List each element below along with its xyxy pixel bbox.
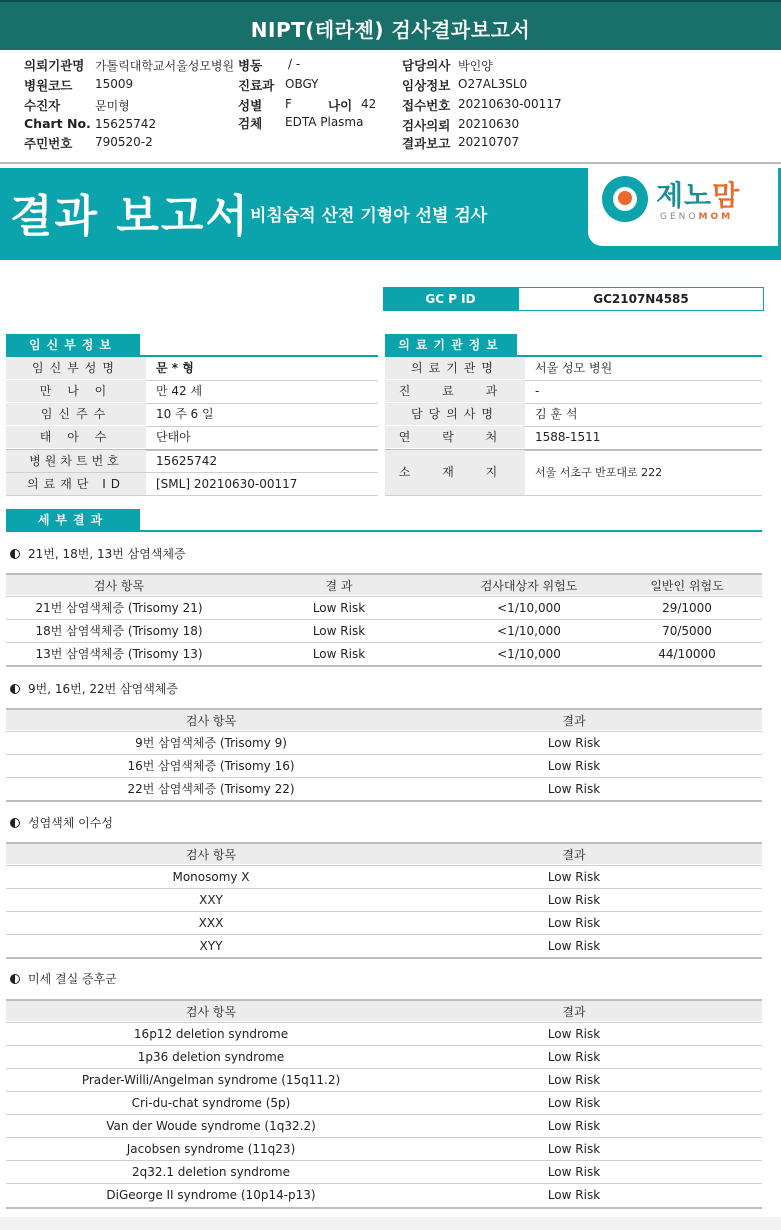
table-cell: Prader-Willi/Angelman syndrome (15q11.2) (81, 1073, 341, 1087)
logo-eng-a: GENO (660, 212, 699, 222)
header-info (0, 54, 781, 162)
table-cell: 9번 삼염색체증 (Trisomy 9) (135, 736, 287, 750)
patient-row (6, 380, 378, 402)
header-value: 15009 (95, 77, 134, 91)
table-cell: Van der Woude syndrome (1q32.2) (106, 1119, 316, 1133)
sex-chromosome-table (6, 842, 762, 960)
microdeletion-table (6, 999, 762, 1211)
table-header (6, 708, 762, 730)
patient-label: 병원차트번호 (6, 450, 146, 472)
table-cell: 29/1000 (662, 601, 712, 615)
patient-value: [SML] 20210630-00117 (156, 477, 298, 491)
half-circle-icon (10, 549, 20, 559)
column-header: 일반인 위험도 (650, 579, 724, 593)
trisomy-other-table (6, 708, 762, 804)
table-header (6, 842, 762, 864)
table-bottom-rule (6, 800, 762, 802)
table-cell: Low Risk (547, 939, 601, 953)
patient-value: 10 주 6 일 (156, 407, 214, 421)
logo-name (656, 174, 740, 214)
column-header: 결과 (562, 848, 586, 862)
patient-row (6, 357, 378, 379)
patient-info-tab: 임신부정보 (6, 334, 140, 356)
hospital-value: - (535, 384, 540, 398)
header-label: 검체 (238, 116, 263, 131)
column-header: 결 과 (325, 579, 353, 593)
table-cell: Monosomy X (172, 870, 250, 884)
table-cell: 18번 삼염색체증 (Trisomy 18) (35, 624, 203, 638)
header-label: 수진자 (24, 98, 61, 113)
table-cell: <1/10,000 (497, 647, 561, 661)
hospital-label: 소 재 지 (385, 450, 525, 495)
column-header: 검사 항목 (185, 848, 237, 862)
details-tab: 세부결과 (6, 509, 140, 531)
section-title (10, 680, 178, 697)
hospital-row (385, 426, 762, 448)
patient-row (6, 450, 378, 472)
table-cell: Low Risk (547, 736, 601, 750)
section-title-text: 성염색체 이수성 (28, 816, 113, 830)
table-bottom-rule (6, 665, 762, 667)
trisomy-main-table (6, 573, 762, 669)
banner-subtitle: 비침습적 산전 기형아 선별 검사 (250, 206, 488, 226)
header-label: 진료과 (238, 78, 275, 93)
hospital-value: 서울 서초구 반포대로 222 (535, 466, 663, 479)
hospital-label: 의료기관명 (385, 357, 525, 379)
row-divider (6, 495, 378, 496)
logo-dot (618, 191, 632, 205)
table-cell: 16번 삼염색체증 (Trisomy 16) (127, 759, 295, 773)
header-value: 20210630-00117 (458, 97, 562, 111)
header-label: 담당의사 (402, 58, 451, 73)
patient-row (6, 426, 378, 448)
section-title (10, 545, 186, 562)
header-label: 의뢰기관명 (24, 58, 85, 73)
table-cell: Low Risk (547, 1050, 601, 1064)
table-cell: Low Risk (547, 759, 601, 773)
hospital-label: 담당의사명 (385, 403, 525, 425)
section-title (10, 970, 117, 987)
section-title-text: 9번, 16번, 22번 삼염색체증 (28, 682, 178, 696)
patient-label: 의료재단 ID (6, 473, 146, 495)
table-cell: 16p12 deletion syndrome (133, 1027, 289, 1041)
patient-value: 15625742 (156, 454, 218, 468)
table-cell: Low Risk (312, 624, 366, 638)
header-label: 성별 (238, 98, 263, 113)
header-label: 검사의뢰 (402, 118, 451, 133)
table-cell: 1p36 deletion syndrome (137, 1050, 285, 1064)
gc-id-value: GC2107N4585 (518, 287, 764, 311)
row-divider (385, 495, 762, 496)
table-bottom-rule (6, 1207, 762, 1209)
hospital-row (385, 403, 762, 425)
column-header: 검사 항목 (185, 1005, 237, 1019)
patient-value: 단태아 (156, 430, 191, 444)
header-value: OBGY (285, 77, 319, 91)
patient-row (6, 473, 378, 495)
hospital-row (385, 380, 762, 402)
patient-label: 태 아 수 (6, 426, 146, 448)
table-cell: Low Risk (547, 1142, 601, 1156)
patient-label: 임신부성명 (6, 357, 146, 379)
hospital-info-tab: 의료기관정보 (385, 334, 517, 356)
table-cell: <1/10,000 (497, 624, 561, 638)
table-cell: XXX (198, 916, 224, 930)
hospital-row (385, 450, 762, 495)
header-label: 주민번호 (24, 136, 73, 151)
table-cell: <1/10,000 (497, 601, 561, 615)
half-circle-icon (10, 974, 20, 984)
section-title-text: 미세 결실 증후군 (28, 972, 117, 986)
patient-label: 만 나 이 (6, 380, 146, 402)
logo-name-b: 맘 (712, 179, 741, 212)
logo-eng-b: MOM (698, 212, 734, 222)
logo-english (660, 212, 733, 222)
column-header: 검사 항목 (93, 579, 145, 593)
header-label: 병동 (238, 58, 263, 73)
table-cell: 70/5000 (662, 624, 712, 638)
table-cell: XXY (199, 893, 223, 907)
table-cell: XYY (199, 939, 223, 953)
table-cell: DiGeorge II syndrome (10p14-p13) (106, 1188, 316, 1202)
banner-title: 결과 보고서 (10, 191, 250, 242)
header-value: 가톨릭대학교서울성모병원 (95, 59, 235, 73)
column-header: 결과 (562, 1005, 586, 1019)
table-cell: 22번 삼염색체증 (Trisomy 22) (127, 782, 295, 796)
header-value: F (285, 97, 292, 111)
header-value: O27AL3SL0 (458, 77, 528, 91)
gc-id-label: GC P ID (383, 287, 518, 311)
hospital-value: 1588-1511 (535, 430, 601, 444)
section-title-text: 21번, 18번, 13번 삼염색체증 (28, 547, 186, 561)
half-circle-icon (10, 818, 20, 828)
header-value: 20210707 (458, 135, 520, 149)
table-cell: Low Risk (547, 1165, 601, 1179)
header-value: 15625742 (95, 117, 157, 131)
table-cell: 21번 삼염색체증 (Trisomy 21) (35, 601, 203, 615)
report-title: NIPT(테라젠) 검사결과보고서 (250, 18, 531, 42)
header-label: 나이 (328, 98, 353, 113)
table-cell: Low Risk (312, 647, 366, 661)
table-cell: Low Risk (547, 893, 601, 907)
table-cell: Low Risk (547, 1119, 601, 1133)
patient-value: 만 42 세 (156, 384, 203, 398)
header-label: 임상정보 (402, 78, 451, 93)
table-cell: Low Risk (547, 1027, 601, 1041)
header-value: EDTA Plasma (285, 115, 364, 129)
header-label: 결과보고 (402, 136, 451, 151)
header-value: 42 (361, 97, 377, 111)
table-bottom-rule (6, 957, 762, 959)
table-cell: Low Risk (547, 1188, 601, 1202)
patient-label: 임신주수 (6, 403, 146, 425)
header-value: / - (288, 57, 301, 71)
table-cell: Low Risk (547, 1096, 601, 1110)
hospital-label: 진 료 과 (385, 380, 525, 402)
table-cell: 13번 삼염색체증 (Trisomy 13) (35, 647, 203, 661)
header-divider (0, 162, 781, 164)
column-header: 결과 (562, 714, 586, 728)
column-header: 검사대상자 위험도 (480, 579, 578, 593)
section-title (10, 814, 113, 831)
table-cell: 44/10000 (658, 647, 716, 661)
header-value: 790520-2 (95, 135, 153, 149)
report-title-bar (0, 0, 781, 50)
column-header: 검사 항목 (185, 714, 237, 728)
table-cell: Low Risk (547, 870, 601, 884)
table-cell: Jacobsen syndrome (11q23) (126, 1142, 296, 1156)
table-cell: Low Risk (312, 601, 366, 615)
details-tab-line (6, 530, 762, 532)
table-header (6, 999, 762, 1021)
table-cell: Low Risk (547, 916, 601, 930)
header-label: 병원코드 (24, 78, 73, 93)
table-header (6, 573, 762, 595)
hospital-value: 김 훈 석 (535, 407, 578, 421)
header-label: Chart No. (24, 116, 91, 131)
header-label: 접수번호 (402, 98, 451, 113)
hospital-value: 서울 성모 병원 (535, 361, 613, 375)
patient-row (6, 403, 378, 425)
half-circle-icon (10, 684, 20, 694)
hospital-row (385, 357, 762, 379)
table-cell: Cri-du-chat syndrome (5p) (131, 1096, 291, 1110)
patient-value: 문 * 형 (156, 361, 194, 375)
table-cell: Low Risk (547, 782, 601, 796)
header-value: 박인양 (458, 59, 493, 73)
table-cell: Low Risk (547, 1073, 601, 1087)
hospital-label: 연 락 처 (385, 426, 525, 448)
logo-name-a: 제노 (656, 179, 713, 212)
genomom-logo (588, 168, 778, 246)
header-value: 20210630 (458, 117, 520, 131)
table-cell: 2q32.1 deletion syndrome (132, 1165, 290, 1179)
header-value: 문미형 (95, 99, 130, 113)
